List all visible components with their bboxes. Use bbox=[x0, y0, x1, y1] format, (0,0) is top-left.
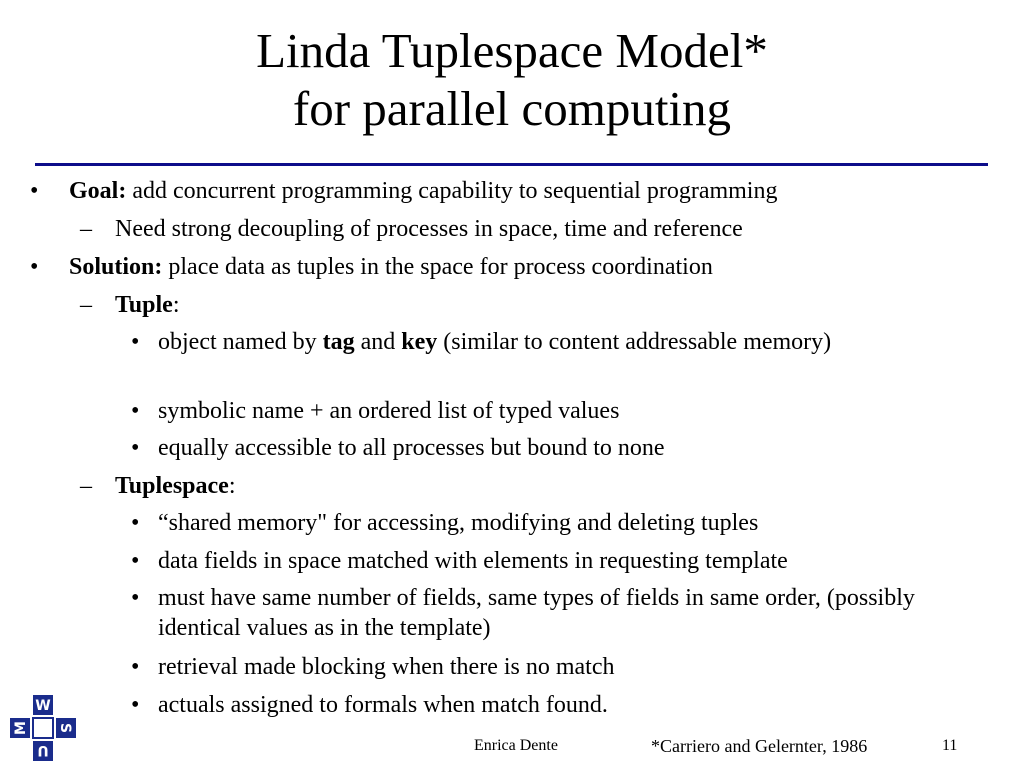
bullet-text bbox=[69, 176, 969, 206]
bold-term: Solution: bbox=[69, 254, 163, 280]
text-segment: (similar to content addressable memory) bbox=[437, 329, 832, 355]
bullet-marker: • bbox=[131, 329, 140, 355]
bullet-text bbox=[69, 252, 969, 282]
bullet-text bbox=[158, 327, 938, 357]
text-segment: data fields in space matched with elements in requesting template bbox=[158, 548, 788, 574]
bullet-text bbox=[115, 214, 975, 244]
bullet-text bbox=[158, 652, 938, 682]
bold-term: tag bbox=[322, 329, 355, 355]
text-segment: place data as tuples in the space for process coordination bbox=[162, 254, 713, 280]
text-segment: equally accessible to all processes but bound to none bbox=[158, 435, 665, 461]
bold-term: key bbox=[401, 329, 438, 355]
svg-text:S: S bbox=[57, 722, 73, 734]
bold-term: Tuplespace bbox=[115, 473, 229, 499]
footer-author: Enrica Dente bbox=[474, 737, 558, 754]
footer-citation: *Carriero and Gelernter, 1986 bbox=[651, 736, 868, 756]
text-segment: must have same number of fields, same types of fields in same order, (possibly identical values as in the template) bbox=[158, 585, 915, 641]
text-segment: Need strong decoupling of processes in space, time and reference bbox=[115, 216, 743, 242]
bullet-text bbox=[158, 433, 938, 463]
title-line-1: Linda Tuplespace Model* bbox=[256, 23, 768, 78]
text-segment: : bbox=[228, 473, 236, 499]
text-segment: retrieval made blocking when there is no match bbox=[158, 654, 615, 680]
text-segment: add concurrent programming capability to sequential programming bbox=[126, 178, 778, 204]
bullet-marker: • bbox=[30, 178, 39, 204]
bullet-text bbox=[158, 583, 938, 643]
svg-text:M: M bbox=[13, 721, 29, 735]
bullet-text bbox=[158, 508, 938, 538]
bullet-text bbox=[158, 690, 938, 720]
text-segment: object named by bbox=[158, 329, 323, 355]
dash-bullet-marker: – bbox=[80, 292, 92, 318]
dash-bullet-marker: – bbox=[80, 216, 92, 242]
text-segment: actuals assigned to formals when match found. bbox=[158, 692, 608, 718]
svg-text:W: W bbox=[35, 698, 51, 714]
university-logo-icon bbox=[8, 693, 78, 763]
bullet-marker: • bbox=[131, 585, 140, 611]
bullet-marker: • bbox=[131, 398, 140, 424]
page-number: 11 bbox=[942, 737, 958, 754]
bold-term: Tuple bbox=[115, 292, 173, 318]
bullet-text bbox=[158, 546, 938, 576]
bullet-marker: • bbox=[131, 510, 140, 536]
bullet-marker: • bbox=[131, 692, 140, 718]
text-segment: and bbox=[354, 329, 402, 355]
bullet-marker: • bbox=[131, 435, 140, 461]
text-segment: “shared memory" for accessing, modifying and deleting tuples bbox=[158, 510, 759, 536]
bullet-marker: • bbox=[30, 254, 39, 280]
bullet-marker: • bbox=[131, 548, 140, 574]
text-segment: : bbox=[172, 292, 180, 318]
title-line-2: for parallel computing bbox=[292, 81, 732, 136]
bullet-marker: • bbox=[131, 654, 140, 680]
title-divider bbox=[35, 163, 988, 166]
bullet-text bbox=[115, 290, 975, 320]
bullet-text bbox=[115, 471, 975, 501]
slide-title bbox=[0, 22, 1024, 138]
bold-term: Goal: bbox=[69, 178, 127, 204]
bullet-text bbox=[158, 396, 938, 426]
text-segment: symbolic name + an ordered list of typed values bbox=[158, 398, 620, 424]
dash-bullet-marker: – bbox=[80, 473, 92, 499]
svg-text:U: U bbox=[37, 742, 49, 758]
